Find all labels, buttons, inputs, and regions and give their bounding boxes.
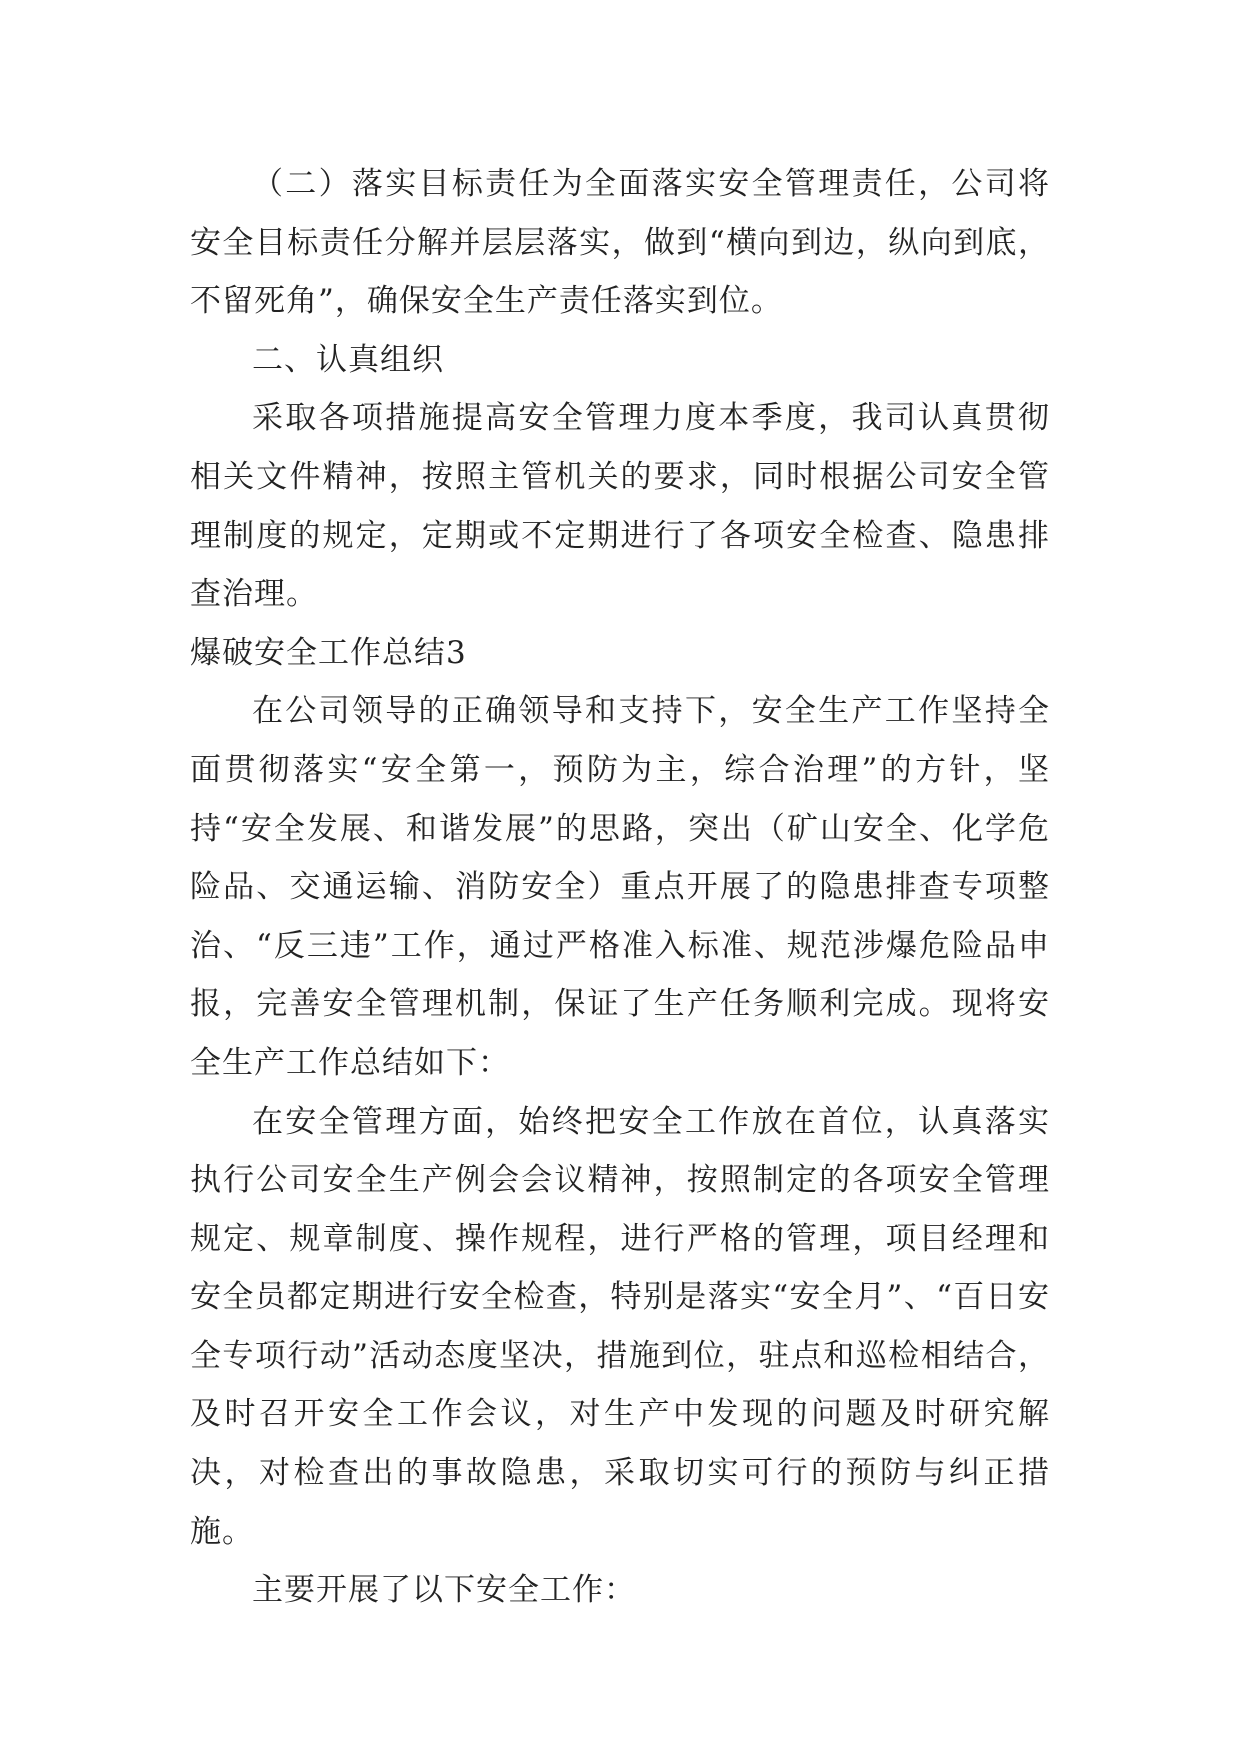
paragraph-target-responsibility: （二）落实目标责任为全面落实安全管理责任，公司将安全目标责任分解并层层落实，做到“横向到边，纵向到底，不留死角”，确保安全生产责任落实到位。 (190, 166, 1050, 320)
paragraph-safety-management: 在安全管理方面，始终把安全工作放在首位，认真落实执行公司安全生产例会会议精神，按照制定的各项安全管理规定、规章制度、操作规程，进行严格的管理，项目经理和安全员都定期进行安全检查，特别是落实“安全月”、“百日安全专项行动”活动态度坚决，措施到位，驻点和巡检相结合，及时召开安全工作会议，对生产中发现的问题及时研究解决，对检查出的事故隐患，采取切实可行的预防与纠正措施。 (190, 1103, 1050, 1550)
document-body (190, 155, 1050, 1620)
paragraph-leadership-support: 在公司领导的正确领导和支持下，安全生产工作坚持全面贯彻落实“安全第一，预防为主，综合治理”的方针，坚持“安全发展、和谐发展”的思路，突出（矿山安全、化学危险品、交通运输、消防安全）重点开展了的隐患排查专项整治、“反三违”工作，通过严格准入标准、规范涉爆危险品申报，完善安全管理机制，保证了生产任务顺利完成。现将安全生产工作总结如下： (190, 693, 1050, 1081)
paragraph-measures: 采取各项措施提高安全管理力度本季度，我司认真贯彻相关文件精神，按照主管机关的要求，同时根据公司安全管理制度的规定，定期或不定期进行了各项安全检查、隐患排查治理。 (190, 400, 1050, 613)
paragraph-main-work: 主要开展了以下安全工作： (252, 1572, 636, 1609)
section-heading-organize: 二、认真组织 (252, 341, 444, 378)
document-section-title: 爆破安全工作总结3 (190, 634, 467, 671)
